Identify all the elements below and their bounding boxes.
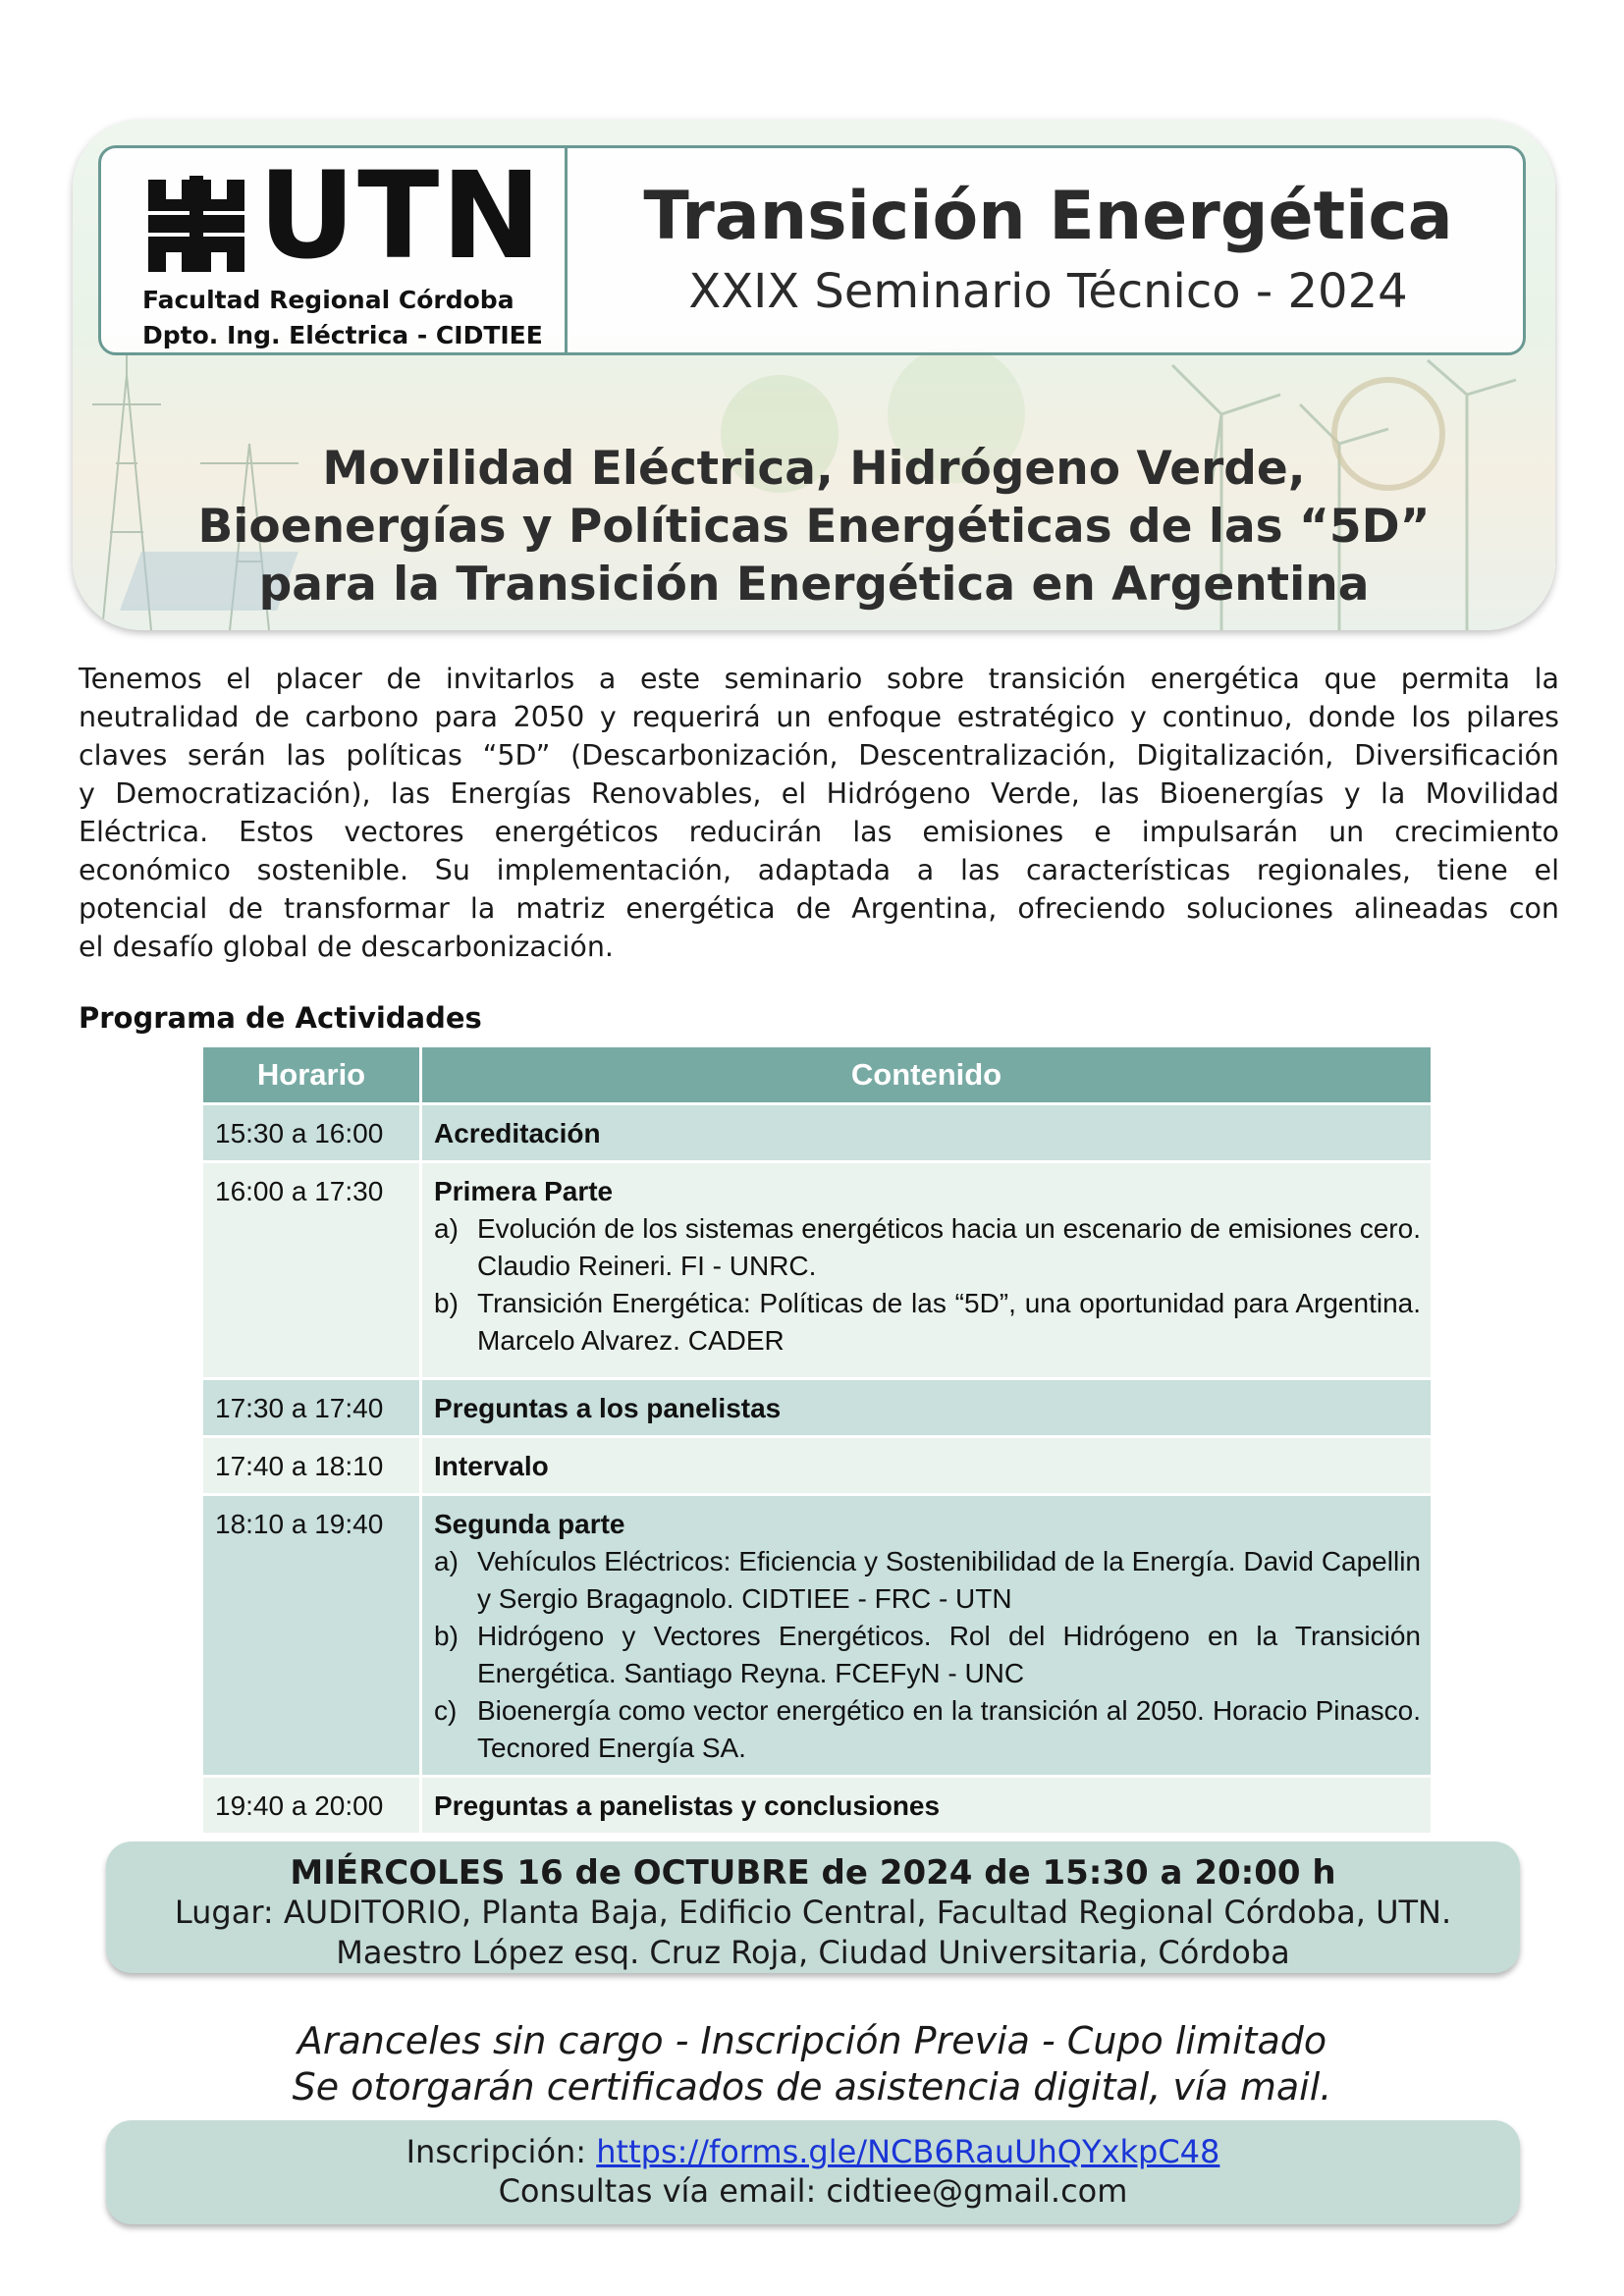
content-cell xyxy=(421,1495,1432,1777)
registration-link[interactable]: https://forms.gle/NCB6RauUhQYxkpC48 xyxy=(596,2133,1220,2170)
logo-wordmark: UTN xyxy=(258,146,544,286)
event-title: Transición Energética xyxy=(643,178,1453,255)
utn-logo xyxy=(142,146,545,349)
time-cell: 17:30 a 17:40 xyxy=(203,1379,421,1437)
activity-title: Intervalo xyxy=(434,1451,549,1481)
item-label: a) xyxy=(434,1213,459,1244)
fees-note xyxy=(0,2018,1624,2110)
intro-line: el desafío global de descarbonización. xyxy=(79,931,614,963)
item-text: Vehículos Eléctricos: Eficiencia y Sostenibilidad de la Energía. David Capellin y Sergio Bragagnolo. CIDTIEE - FRC - UTN xyxy=(477,1546,1421,1614)
item-text: Hidrógeno y Vectores Energéticos. Rol del Hidrógeno en la Transición Energética. Santiago Reyna. FCEFyN - UNC xyxy=(477,1621,1421,1688)
event-subtitle: XXIX Seminario Técnico - 2024 xyxy=(688,264,1408,319)
item-label: b) xyxy=(434,1288,459,1318)
table-row xyxy=(203,1379,1431,1437)
intro-paragraph xyxy=(79,660,1559,966)
intro-line: potencial de transformar la matriz energética de Argentina, ofreciendo soluciones alineadas con xyxy=(79,892,1559,925)
table-row xyxy=(203,1495,1431,1777)
time-cell: 15:30 a 16:00 xyxy=(203,1104,421,1162)
contact-email: Consultas vía email: cidtiee@gmail.com xyxy=(498,2172,1128,2210)
content-cell xyxy=(421,1777,1432,1834)
logo-faculty: Facultad Regional Córdoba xyxy=(142,286,514,314)
talk-list xyxy=(434,1543,1421,1767)
intro-line: Eléctrica. Estos vectores energéticos reducirán las emisiones e impulsarán un crecimiento xyxy=(79,816,1559,848)
registration-label: Inscripción: xyxy=(406,2133,597,2170)
item-text: Transición Energética: Políticas de las “5D”, una oportunidad para Argentina. Marcelo Alvarez. CADER xyxy=(477,1288,1421,1356)
activity-title: Preguntas a panelistas y conclusiones xyxy=(434,1790,941,1821)
activity-title: Acreditación xyxy=(434,1118,601,1148)
list-item xyxy=(434,1618,1421,1692)
item-text: Bioenergía como vector energético en la transición al 2050. Horacio Pinasco. Tecnored Energía SA. xyxy=(477,1695,1421,1763)
headline-line: para la Transición Energética en Argentina xyxy=(258,558,1370,612)
content-cell xyxy=(421,1104,1432,1162)
item-label: b) xyxy=(434,1621,459,1651)
seminar-headline xyxy=(73,440,1555,614)
column-header-content: Contenido xyxy=(421,1047,1432,1104)
time-cell: 17:40 a 18:10 xyxy=(203,1437,421,1495)
event-date: MIÉRCOLES 16 de OCTUBRE de 2024 de 15:30 a 20:00 h xyxy=(290,1853,1336,1893)
note-line: Aranceles sin cargo - Inscripción Previa - Cupo limitado xyxy=(297,2019,1327,2062)
program-table xyxy=(203,1047,1431,1833)
content-cell xyxy=(421,1379,1432,1437)
title-divider xyxy=(565,148,568,352)
list-item xyxy=(434,1543,1421,1618)
time-cell: 16:00 a 17:30 xyxy=(203,1162,421,1379)
registration-box xyxy=(106,2120,1520,2224)
item-label: c) xyxy=(434,1695,458,1726)
time-cell: 19:40 a 20:00 xyxy=(203,1777,421,1834)
note-line: Se otorgarán certificados de asistencia digital, vía mail. xyxy=(292,2065,1332,2109)
event-address: Maestro López esq. Cruz Roja, Ciudad Universitaria, Córdoba xyxy=(336,1934,1290,1971)
column-header-time: Horario xyxy=(203,1047,421,1104)
intro-line: Tenemos el placer de invitarlos a este seminario sobre transición energética que permita la xyxy=(79,663,1559,695)
item-text: Evolución de los sistemas energéticos hacia un escenario de emisiones cero. Claudio Reineri. FI - UNRC. xyxy=(477,1213,1421,1281)
intro-line: claves serán las políticas “5D” (Descarbonización, Descentralización, Digitalización, Diversificación xyxy=(79,739,1559,772)
title-box xyxy=(98,145,1526,355)
item-label: a) xyxy=(434,1546,459,1576)
registration-line xyxy=(106,2120,1520,2171)
utn-emblem-icon xyxy=(142,170,250,278)
content-cell xyxy=(421,1162,1432,1379)
event-place: Lugar: AUDITORIO, Planta Baja, Edificio Central, Facultad Regional Córdoba, UTN. xyxy=(174,1894,1452,1931)
list-item xyxy=(434,1692,1421,1767)
table-row xyxy=(203,1437,1431,1495)
table-row xyxy=(203,1162,1431,1379)
activity-title: Segunda parte xyxy=(434,1509,625,1539)
header-banner xyxy=(73,120,1555,630)
headline-line: Movilidad Eléctrica, Hidrógeno Verde, xyxy=(322,442,1306,496)
activity-title: Preguntas a los panelistas xyxy=(434,1393,782,1423)
table-row xyxy=(203,1777,1431,1834)
table-row xyxy=(203,1104,1431,1162)
headline-line: Bioenergías y Políticas Energéticas de las “5D” xyxy=(197,500,1431,554)
intro-line: económico sostenible. Su implementación, adaptada a las características regionales, tiene el xyxy=(79,854,1559,886)
program-title: Programa de Actividades xyxy=(79,1001,482,1035)
activity-title: Primera Parte xyxy=(434,1176,614,1206)
time-cell: 18:10 a 19:40 xyxy=(203,1495,421,1777)
content-cell xyxy=(421,1437,1432,1495)
logo-department: Dpto. Ing. Eléctrica - CIDTIEE xyxy=(142,321,543,349)
list-item xyxy=(434,1285,1421,1360)
intro-line: neutralidad de carbono para 2050 y requerirá un enfoque estratégico y continuo, donde los pilares xyxy=(79,701,1559,733)
table-header-row xyxy=(203,1047,1431,1104)
list-item xyxy=(434,1210,1421,1285)
event-info-box xyxy=(106,1842,1520,1973)
intro-line: y Democratización), las Energías Renovables, el Hidrógeno Verde, las Bioenergías y la Movilidad xyxy=(79,777,1559,810)
talk-list xyxy=(434,1210,1421,1360)
